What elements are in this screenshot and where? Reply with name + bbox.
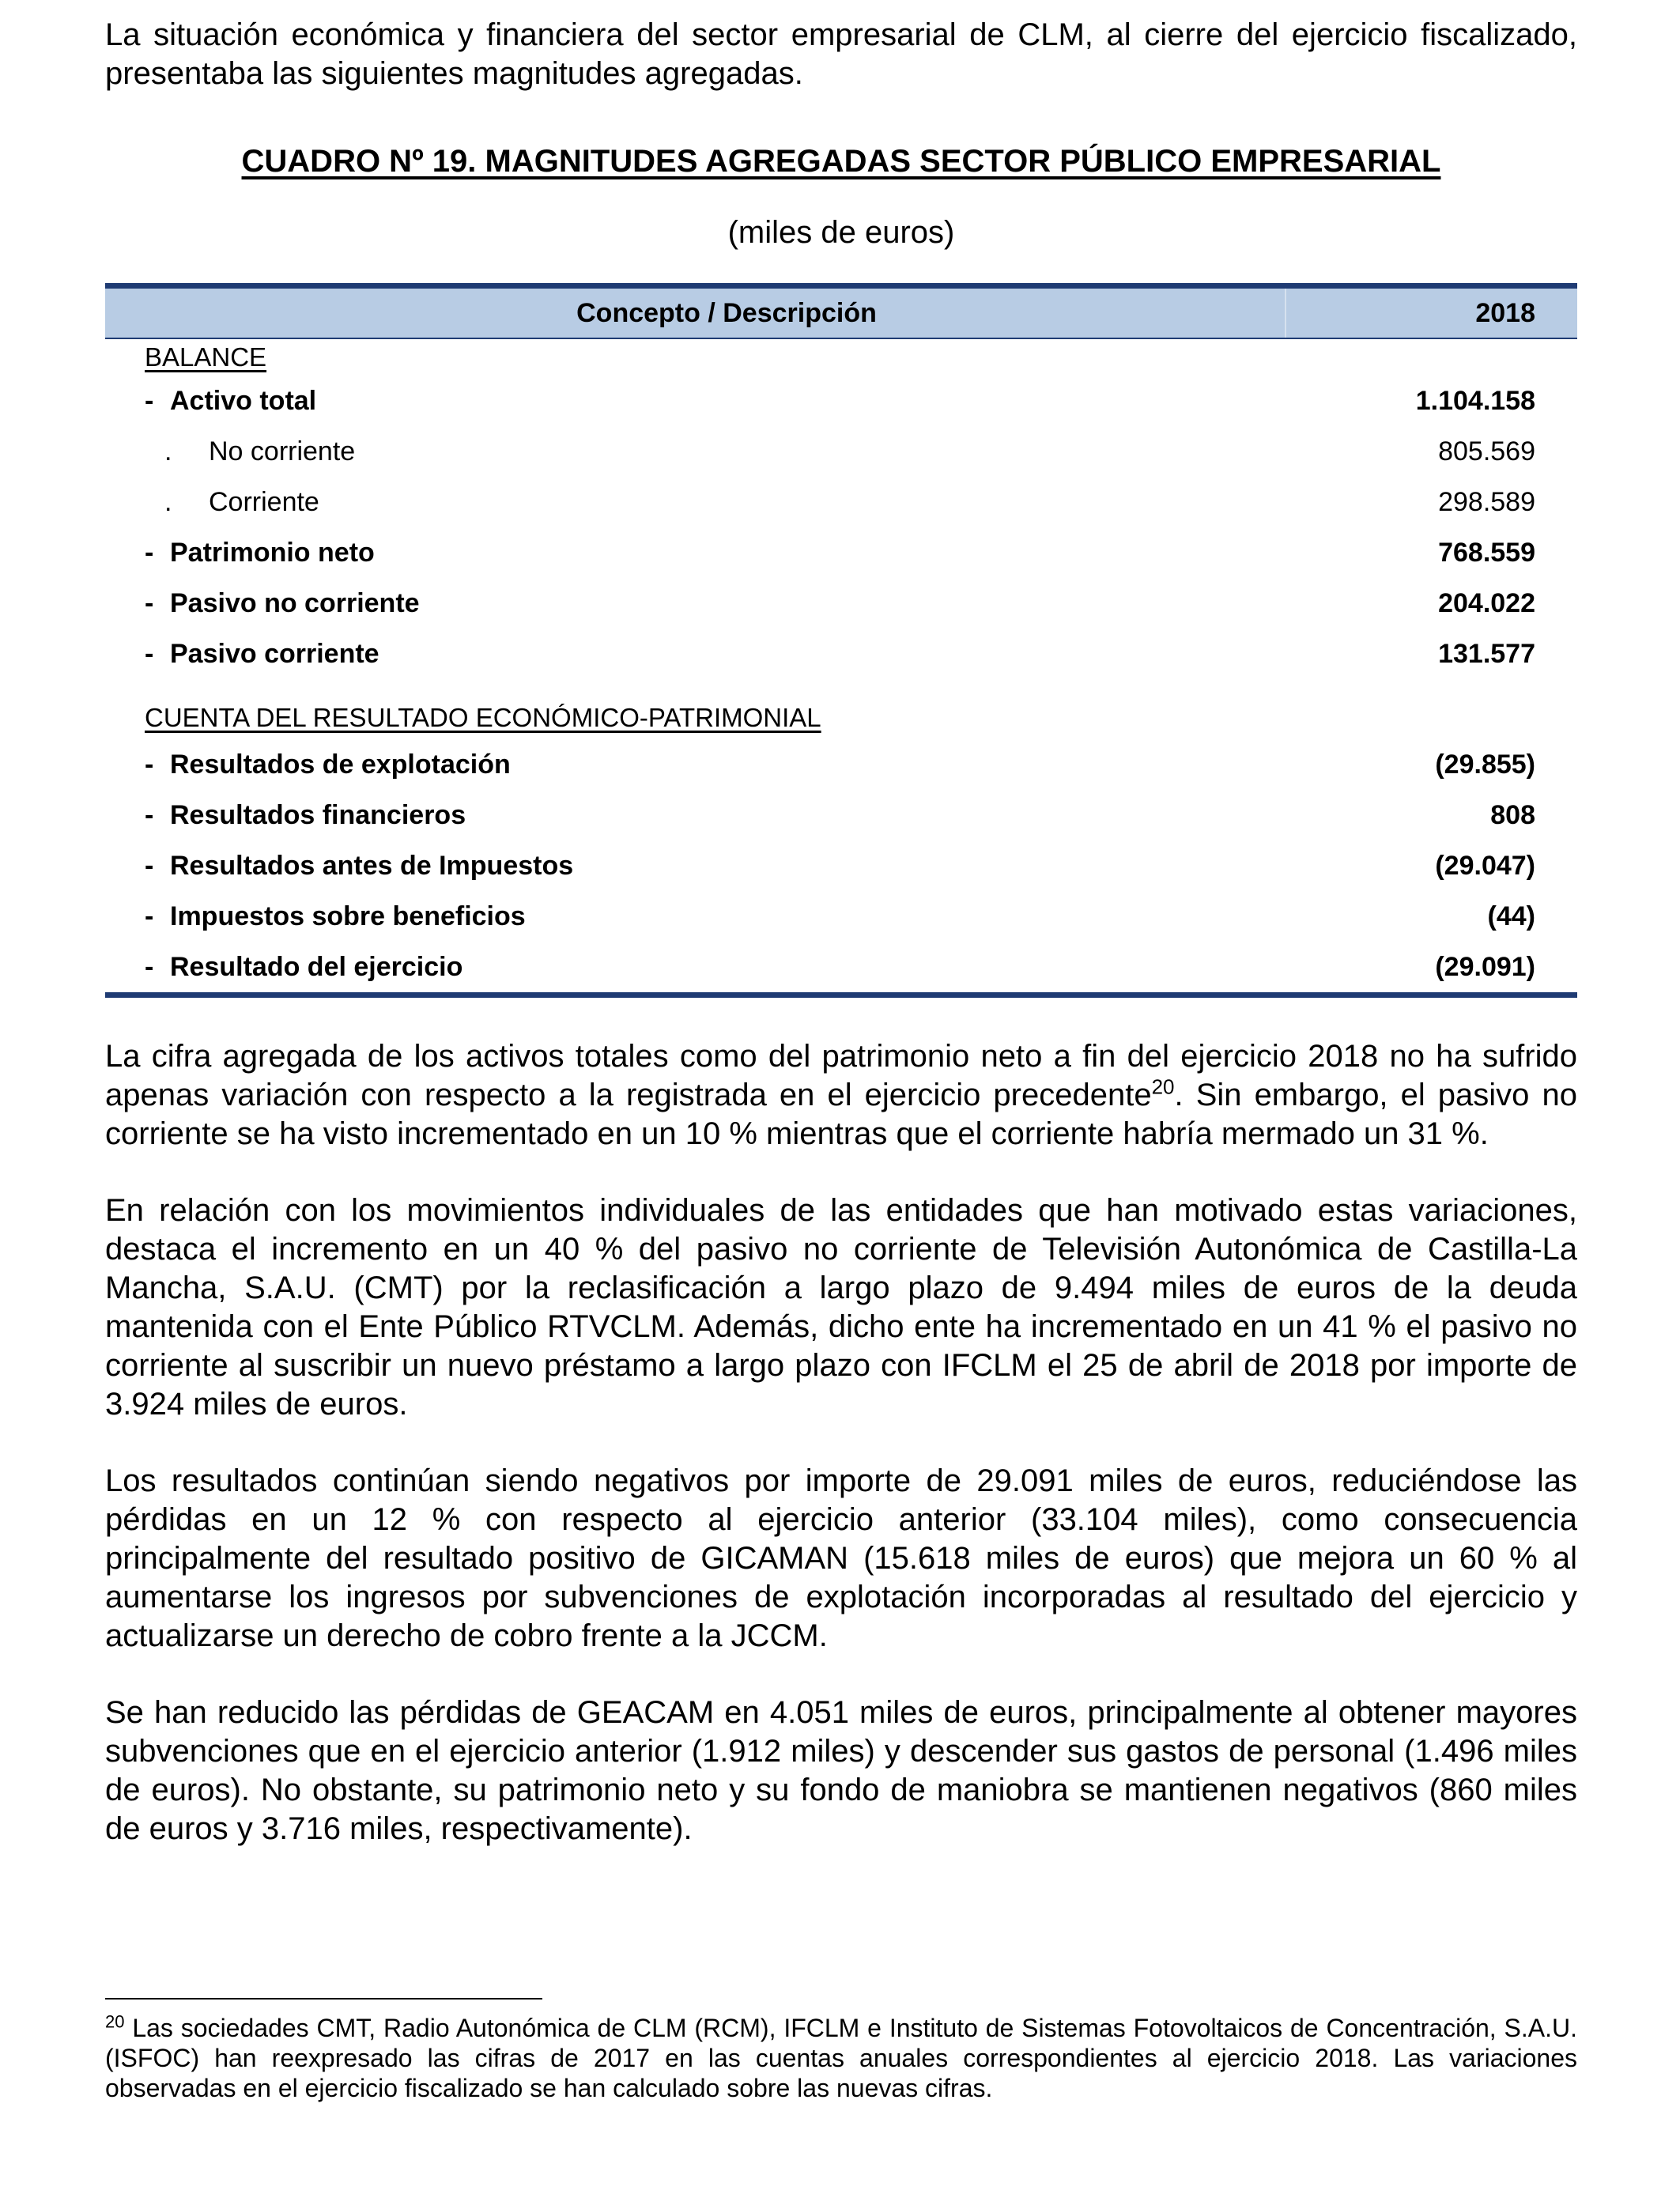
header-year: 2018 bbox=[1285, 289, 1577, 338]
document-page bbox=[105, 16, 1577, 1848]
table-row: - Patrimonio neto 768.559 bbox=[145, 537, 1535, 568]
section-balance: BALANCE bbox=[145, 342, 267, 372]
table-row: - Resultado del ejercicio (29.091) bbox=[145, 951, 1535, 982]
intro-paragraph: La situación económica y financiera del sector empresarial de CLM, al cierre del ejercicio fiscalizado, presentaba las siguientes magnitudes agregadas. bbox=[105, 17, 1577, 91]
paragraph-geacam: Se han reducido las pérdidas de GEACAM en 4.051 miles de euros, principalmente al obtener mayores subvenciones que en el ejercicio anterior (1.912 miles) y descender sus gastos de personal (1.496 miles de euros). No obstante, su patrimonio neto y su fondo de maniobra se mantienen negativos (860 miles de euros y 3.716 miles, respectivamente). bbox=[105, 1695, 1577, 1846]
table-title: CUADRO Nº 19. MAGNITUDES AGREGADAS SECTOR PÚBLICO EMPRESARIAL bbox=[241, 144, 1441, 179]
table-row: - Impuestos sobre beneficios (44) bbox=[145, 901, 1535, 931]
table-header bbox=[105, 289, 1577, 339]
table-row: - Resultados financieros 808 bbox=[145, 799, 1535, 830]
section-cuenta-resultado: CUENTA DEL RESULTADO ECONÓMICO-PATRIMONIAL bbox=[145, 703, 821, 732]
table-units: (miles de euros) bbox=[727, 215, 955, 250]
header-concept: Concepto / Descripción bbox=[576, 297, 877, 328]
paragraph-movimientos: En relación con los movimientos individuales de las entidades que han motivado estas variaciones, destaca el incremento en un 40 % del pasivo no corriente de Televisión Autonómica de Castilla-La Mancha, S.A.U. (CMT) por la reclasificación a largo plazo de 9.494 miles de euros de la deuda mantenida con el Ente Público RTVCLM. Además, dicho ente ha incrementado en un 41 % el pasivo no corriente al suscribir un nuevo préstamo a largo plazo con IFCLM el 25 de abril de 2018 por importe de 3.924 miles de euros. bbox=[105, 1193, 1577, 1422]
table-row: - Activo total 1.104.158 bbox=[145, 385, 1535, 416]
table-row: - Pasivo no corriente 204.022 bbox=[145, 587, 1535, 618]
footnote-divider bbox=[105, 1998, 542, 2000]
footnote-reference[interactable]: 20 bbox=[1151, 1074, 1175, 1099]
table-row: . No corriente 805.569 bbox=[164, 436, 1535, 466]
footnote-number: 20 bbox=[105, 2011, 125, 2032]
paragraph-resultados: Los resultados continúan siendo negativos por importe de 29.091 miles de euros, reduciéndose las pérdidas en un 12 % con respecto al ejercicio anterior (33.104 miles), como consecuencia principalmente del resultado positivo de GICAMAN (15.618 miles de euros) que mejora un 60 % al aumentarse los ingresos por subvenciones de explotación incorporadas al resultado del ejercicio y actualizarse un derecho de cobro frente a la JCCM. bbox=[105, 1463, 1577, 1653]
magnitudes-table bbox=[105, 283, 1577, 998]
table-row: - Pasivo corriente 131.577 bbox=[145, 638, 1535, 669]
table-row: . Corriente 298.589 bbox=[164, 486, 1535, 517]
table-row: - Resultados de explotación (29.855) bbox=[145, 749, 1535, 780]
paragraph-activos: La cifra agregada de los activos totales como del patrimonio neto a fin del ejercicio 2018 no ha sufrido apenas variación con respecto a la registrada en el ejercicio precedente$^{20}$. Sin embargo, el pasivo no corriente se ha visto incrementado en un 10 % mientras que el corriente habría mermado un 31 %. bbox=[105, 1039, 1577, 1151]
table-row: - Resultados antes de Impuestos (29.047) bbox=[145, 850, 1535, 881]
footnote: $^{20}$ Las sociedades CMT, Radio Autonómica de CLM (RCM), IFCLM e Instituto de Sistemas Fotovoltaicos de Concentración, S.A.U. (ISFOC) han reexpresado las cifras de 2017 en las cuentas anuales correspondientes al ejercicio 2018. Las variaciones observadas en el ejercicio fiscalizado se han calculado sobre las nuevas cifras. bbox=[105, 2011, 1577, 2102]
